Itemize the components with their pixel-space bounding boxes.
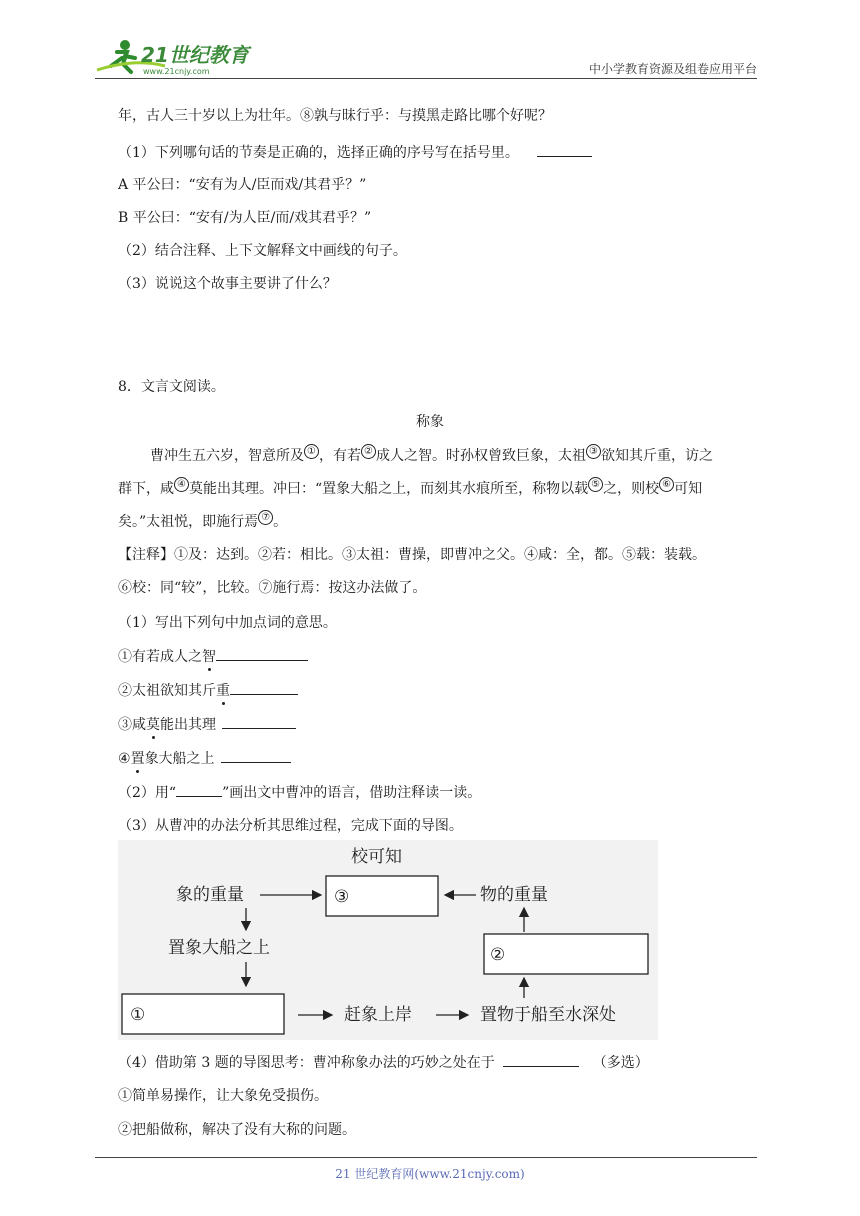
choice-2: ②把船做称，解决了没有大称的问题。 xyxy=(118,1122,356,1138)
choice-1: ①简单易操作，让大象免受损伤。 xyxy=(118,1088,328,1104)
q8-heading: 8．文言文阅读。 xyxy=(118,379,225,395)
diagram-box-2-label: ② xyxy=(490,945,506,965)
diagram-box-3-label: ③ xyxy=(334,887,350,907)
word-item-2: ②太祖欲知其斤重 xyxy=(118,680,298,701)
q8-sub2: （2）用“ ”画出文中曹冲的语言，借助注释读一读。 xyxy=(118,782,481,803)
word-2-blank[interactable] xyxy=(230,680,298,695)
q7-sub1 xyxy=(118,142,592,163)
header-divider xyxy=(95,78,757,79)
word-item-3: ③咸莫能出其理 xyxy=(118,714,296,735)
logo-url: www.21cnjy.com xyxy=(143,67,210,76)
word-4-blank[interactable] xyxy=(221,748,291,763)
diagram-load-objects: 置物于船至水深处 xyxy=(480,1005,616,1025)
platform-label: 中小学教育资源及组卷应用平台 xyxy=(588,62,757,76)
q7-sub1-text: （1）下列哪句话的节奏是正确的，选择正确的序号写在括号里。 xyxy=(118,145,519,161)
q8-sub4-blank[interactable] xyxy=(503,1052,579,1067)
passage-line-1: 曹冲生五六岁，智意所及 ① ，有若 ② 成人之智。时孙权曾致巨象，太祖 ③ 欲知其斤重，访之 xyxy=(150,446,713,464)
diagram-box-1[interactable] xyxy=(122,994,284,1034)
passage-line-3: 矣。”太祖悦，即施行焉 ⑦ 。 xyxy=(118,512,288,530)
site-logo xyxy=(95,36,265,78)
footer-text: 21 世纪教育网(www.21cnjy.com) xyxy=(335,1167,525,1181)
q7-option-b: B 平公曰：“安有/为人臣/而/戏其君乎？” xyxy=(118,210,372,226)
diagram-object-weight: 物的重量 xyxy=(480,885,548,905)
diagram-drive-ashore: 赶象上岸 xyxy=(344,1005,412,1025)
logo-text: 21世纪教育 xyxy=(141,43,249,67)
word-item-4: ④置象大船之上 xyxy=(118,748,291,769)
word-1-blank[interactable] xyxy=(216,646,308,661)
notes-line-2: ⑥校：同“较”，比较。⑦施行焉：按这办法做了。 xyxy=(118,580,427,596)
diagram-box-1-label: ① xyxy=(130,1005,146,1025)
q7-sub2: （2）结合注释、上下文解释文中画线的句子。 xyxy=(118,243,407,259)
q7-option-a: A 平公曰：“安有为人/臣而戏/其君乎？” xyxy=(118,177,367,193)
q8-sub1: （1）写出下列句中加点词的意思。 xyxy=(118,615,337,631)
q7-sub3: （3）说说这个故事主要讲了什么？ xyxy=(118,276,337,292)
q8-sub3: （3）从曹冲的办法分析其思维过程，完成下面的导图。 xyxy=(118,818,463,834)
diagram-box-2[interactable] xyxy=(484,934,648,974)
word-3-blank[interactable] xyxy=(222,714,296,729)
notes-line-1: 【注释】①及：达到。②若：相比。③太祖：曹操，即曹冲之父。④咸：全，都。⑤载：装载。 xyxy=(118,547,706,563)
word-item-1: ①有若成人之智 xyxy=(118,646,308,667)
mind-map-diagram xyxy=(118,840,658,1040)
passage-title: 称象 xyxy=(416,414,444,430)
q8-sub4: （4）借助第 3 题的导图思考：曹冲称象办法的巧妙之处在于 （多选） xyxy=(118,1052,649,1073)
underline-sample xyxy=(176,782,222,797)
diagram-elephant-weight: 象的重量 xyxy=(176,885,244,905)
footer-divider xyxy=(95,1157,757,1158)
diagram-put-on-boat: 置象大船之上 xyxy=(168,938,270,958)
diagram-top-label: 校可知 xyxy=(351,847,402,867)
passage-line-2: 群下，咸 ④ 莫能出其理。冲曰：“置象大船之上，而刻其水痕所至，称物以载 ⑤ 之，则校 ⑥ 可知 xyxy=(118,479,703,497)
q7-continue-text: 年，古人三十岁以上为壮年。⑧孰与昧行乎：与摸黑走路比哪个好呢？ xyxy=(118,108,552,124)
q7-sub1-answer-blank[interactable] xyxy=(537,142,592,157)
